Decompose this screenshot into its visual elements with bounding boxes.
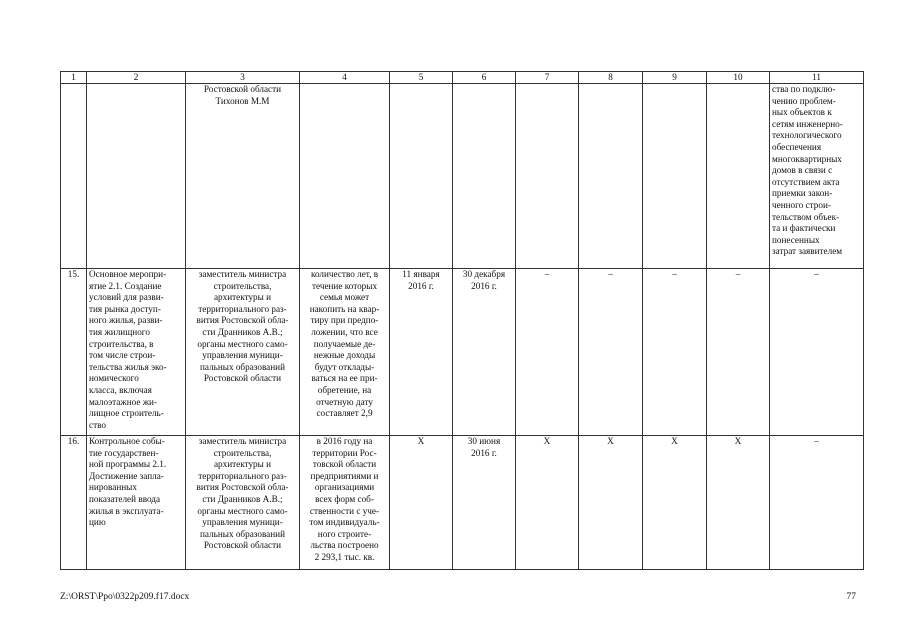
col-header-1: 1 xyxy=(61,72,87,84)
col-header-11: 11 xyxy=(770,72,864,84)
col-header-5: 5 xyxy=(390,72,453,84)
cell-col8: – xyxy=(579,269,643,436)
cell-date-end: 30 июня 2016 г. xyxy=(453,436,516,570)
table-row xyxy=(61,84,864,269)
cell-col8 xyxy=(579,84,643,269)
col-header-7: 7 xyxy=(516,72,579,84)
cell-notes: ства по подклю- чению проблем- ных объектов к сетям инженерно- технологического обеспечения многоквартирных домов в связи с отсутствием акта приемки закон- ченного строи- тельством объек- та и фактически понесенных затрат заявителем xyxy=(770,84,864,269)
document-table xyxy=(60,71,864,570)
cell-col10 xyxy=(707,84,770,269)
cell-col7: – xyxy=(516,269,579,436)
cell-col9: X xyxy=(643,436,707,570)
cell-col10: – xyxy=(707,269,770,436)
table-row xyxy=(61,436,864,570)
cell-date-start: X xyxy=(390,436,453,570)
cell-notes: – xyxy=(770,436,864,570)
cell-event: Контрольное собы- тие государствен- ной программы 2.1. Достижение запла- нированных показателей ввода жилья в эксплуата- цию xyxy=(87,436,186,570)
cell-responsible: заместитель министра строительства, архитектуры и территориального раз- вития Ростовской обла- сти Дранников А.В.; органы местного само- управления муници- пальных образований Ростовской области xyxy=(186,436,300,570)
cell-date-end: 30 декабря 2016 г. xyxy=(453,269,516,436)
cell-event xyxy=(87,84,186,269)
cell-result: количество лет, в течение которых семья может накопить на квар- тиру при предпо- ложении, что все получаемые де- нежные доходы будут отклады- ваться на ее при- обретение, на отчетную дату составляет 2,9 xyxy=(300,269,390,436)
cell-responsible: Ростовской области Тихонов М.М xyxy=(186,84,300,269)
cell-date-start: 11 января 2016 г. xyxy=(390,269,453,436)
cell-event: Основное меропри- ятие 2.1. Создание условий для разви- тия рынка доступ- ного жилья, разви- тия жилищного строительства, в том числе строи- тельства жилья эко- номического класса, включая малоэтажное жи- лищное строитель- ство xyxy=(87,269,186,436)
footer-page-number: 77 xyxy=(846,592,856,602)
cell-col10: X xyxy=(707,436,770,570)
cell-notes: – xyxy=(770,269,864,436)
cell-date-end xyxy=(453,84,516,269)
cell-date-start xyxy=(390,84,453,269)
col-header-3: 3 xyxy=(186,72,300,84)
table-row xyxy=(61,269,864,436)
col-header-6: 6 xyxy=(453,72,516,84)
cell-col9 xyxy=(643,84,707,269)
col-header-9: 9 xyxy=(643,72,707,84)
cell-result xyxy=(300,84,390,269)
cell-col7: X xyxy=(516,436,579,570)
col-header-8: 8 xyxy=(579,72,643,84)
col-header-2: 2 xyxy=(87,72,186,84)
header-row xyxy=(61,72,864,84)
cell-number: 16. xyxy=(61,436,87,570)
cell-col8: X xyxy=(579,436,643,570)
cell-responsible: заместитель министра строительства, архитектуры и территориального раз- вития Ростовской обла- сти Дранников А.В.; органы местного само- управления муници- пальных образований Ростовской области xyxy=(186,269,300,436)
col-header-4: 4 xyxy=(300,72,390,84)
cell-result: в 2016 году на территории Рос- товской области предприятиями и организациями всех форм соб- ственности с уче- том индивидуаль- ного строите- льства построено 2 293,1 тыс. кв. xyxy=(300,436,390,570)
cell-number: 15. xyxy=(61,269,87,436)
col-header-10: 10 xyxy=(707,72,770,84)
footer-file-path: Z:\ORST\Ppo\0322p209.f17.docx xyxy=(60,592,190,602)
cell-number xyxy=(61,84,87,269)
cell-col9: – xyxy=(643,269,707,436)
cell-col7 xyxy=(516,84,579,269)
